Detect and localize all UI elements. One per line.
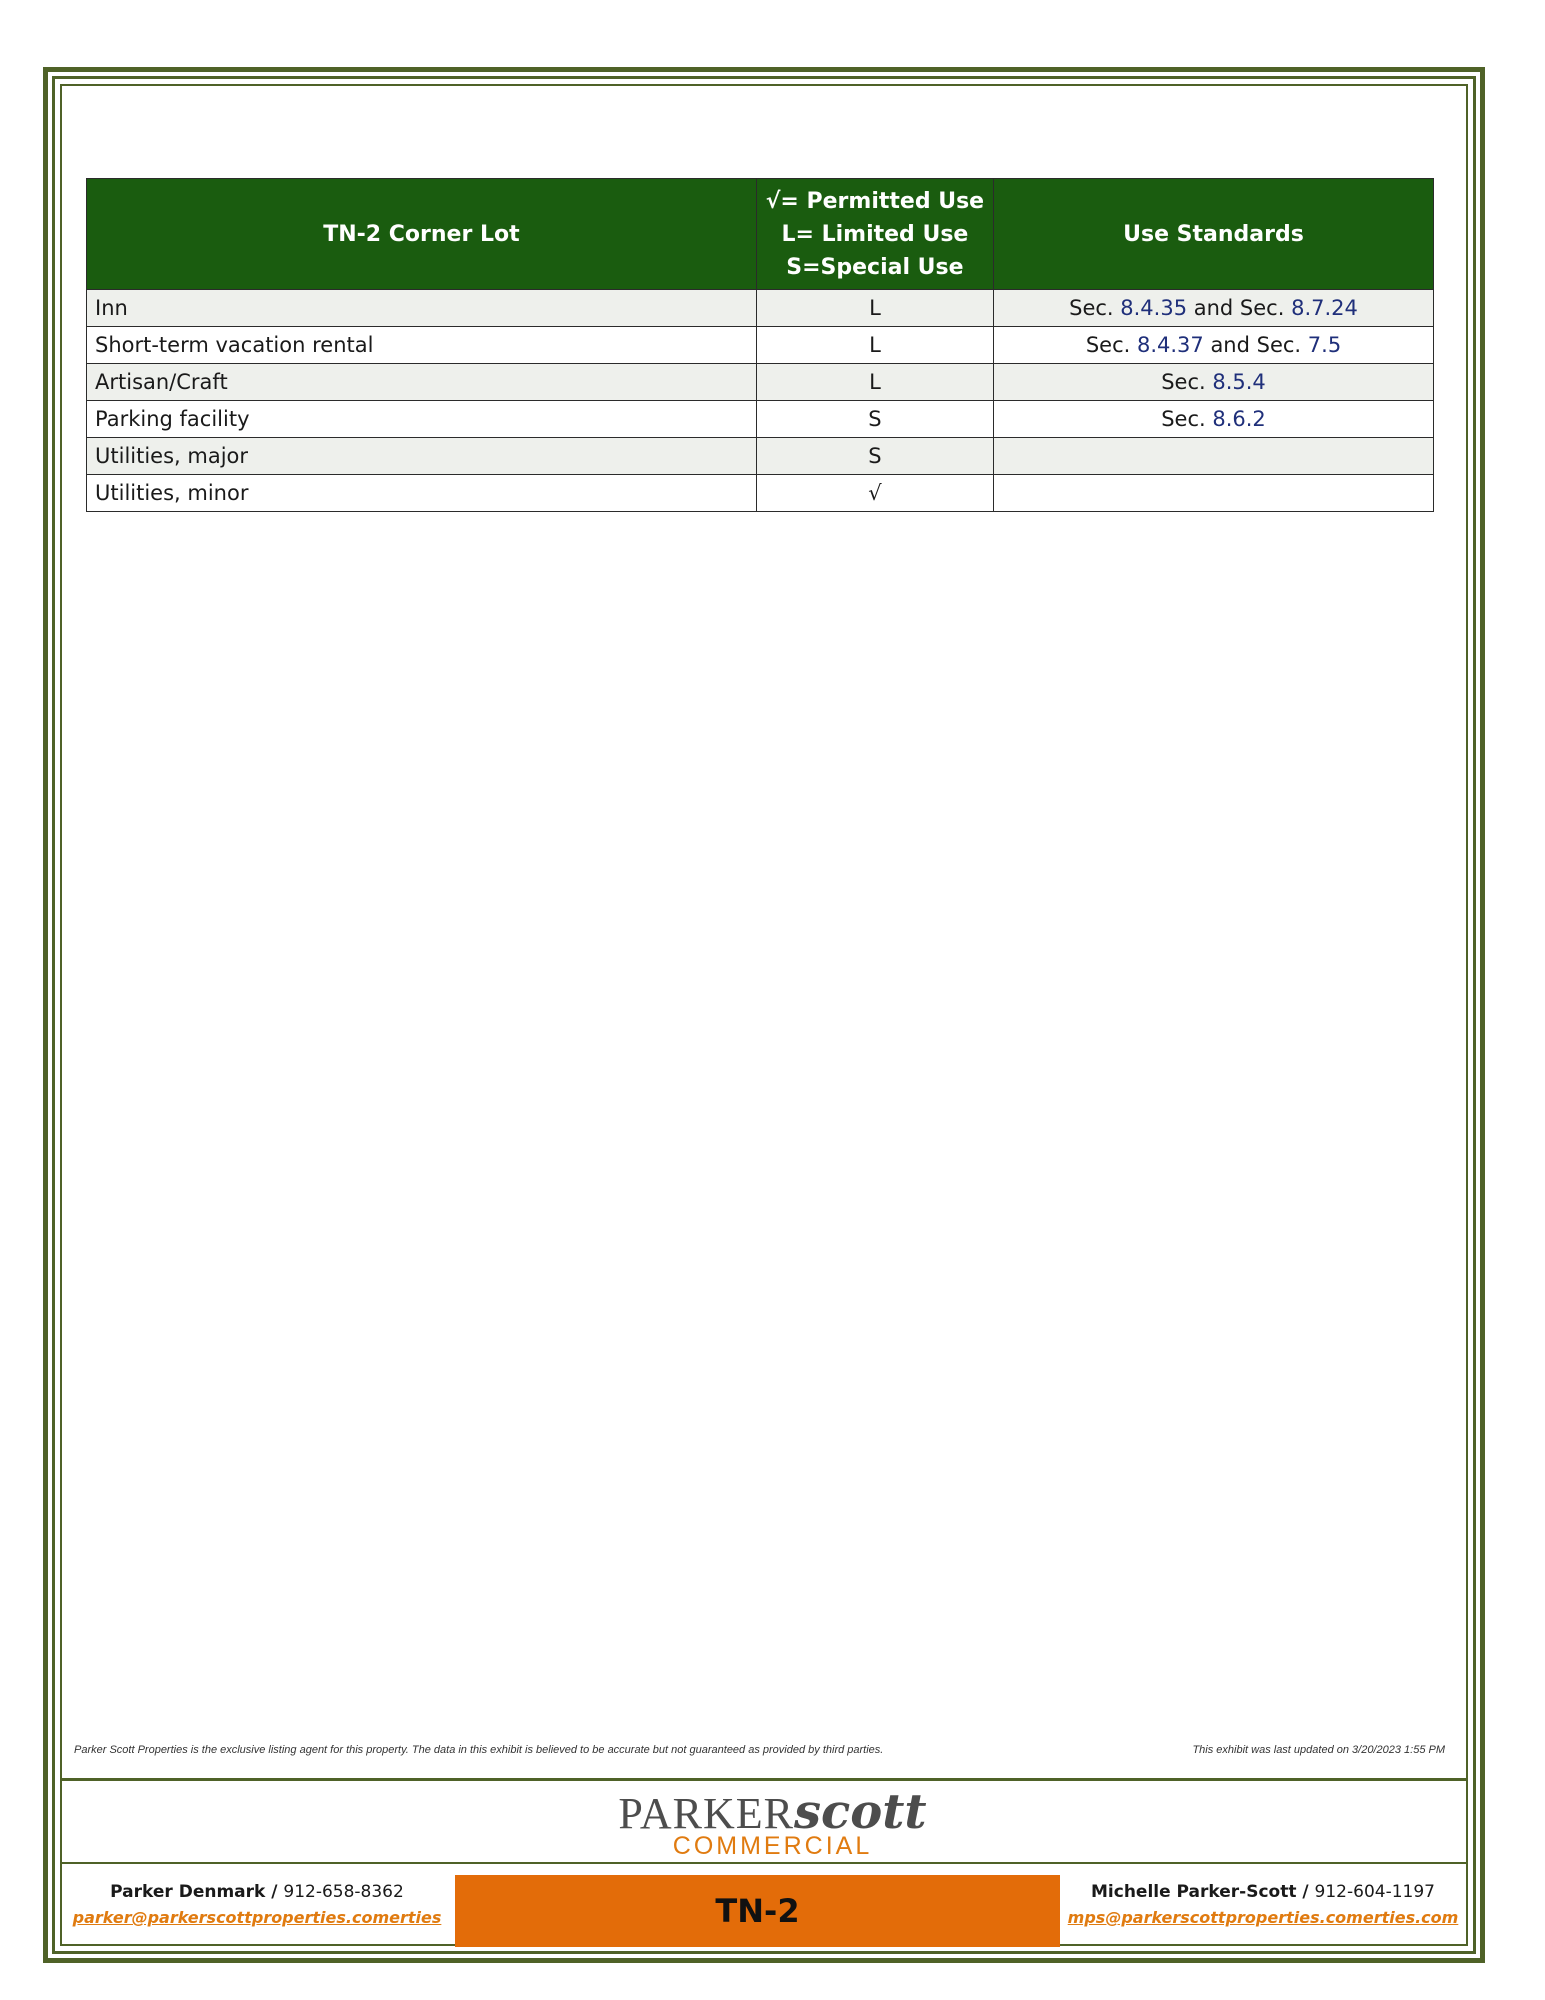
footer-divider <box>60 1778 1468 1781</box>
section-link[interactable]: 8.4.37 <box>1136 333 1204 357</box>
cell-permission: √ <box>756 475 993 512</box>
header-use: TN-2 Corner Lot <box>87 179 757 290</box>
standards-text: Sec. <box>1161 407 1213 431</box>
cell-standards <box>994 438 1434 475</box>
header-permission <box>756 179 993 290</box>
table-header-row <box>87 179 1434 290</box>
footer-divider <box>60 1862 1468 1864</box>
section-link[interactable]: 8.5.4 <box>1212 370 1266 394</box>
standards-text: Sec. <box>1085 333 1137 357</box>
cell-permission: L <box>756 290 993 327</box>
table-row <box>87 290 1434 327</box>
logo-wordmark: PARKERscott <box>618 1784 927 1840</box>
table-row <box>87 401 1434 438</box>
use-table <box>86 178 1434 512</box>
company-logo <box>0 1784 1545 1861</box>
cell-use: Utilities, minor <box>87 475 757 512</box>
section-link[interactable]: 7.5 <box>1307 333 1342 357</box>
cell-standards <box>994 327 1434 364</box>
cell-permission: L <box>756 364 993 401</box>
table-row <box>87 438 1434 475</box>
table-row <box>87 364 1434 401</box>
disclaimer-left: Parker Scott Properties is the exclusive listing agent for this property. The data in this exhibit is believed to be accurate but not guaranteed as provided by third parties. <box>74 1744 884 1756</box>
cell-standards <box>994 364 1434 401</box>
cell-use: Inn <box>87 290 757 327</box>
table-body <box>87 290 1434 512</box>
contact-email-link[interactable]: parker@parkerscottproperties.comerties <box>72 1908 442 1927</box>
disclaimer-right: This exhibit was last updated on 3/20/2023 1:55 PM <box>1192 1744 1445 1756</box>
table-row <box>87 327 1434 364</box>
contact-left <box>62 1882 452 1927</box>
header-permission-line: L= Limited Use <box>781 221 969 247</box>
cell-use: Utilities, major <box>87 438 757 475</box>
standards-text: Sec. <box>1069 296 1121 320</box>
cell-standards <box>994 401 1434 438</box>
cell-permission: S <box>756 438 993 475</box>
contact-right <box>1058 1882 1468 1927</box>
logo-commercial: COMMERCIAL <box>672 1832 873 1860</box>
zone-label: TN-2 <box>715 1892 800 1930</box>
cell-standards <box>994 475 1434 512</box>
contact-phone: 912-658-8362 <box>283 1882 404 1902</box>
header-permission-line: S=Special Use <box>786 254 964 280</box>
contact-name: Parker Denmark / 912-658-8362 <box>110 1882 404 1902</box>
cell-use: Parking facility <box>87 401 757 438</box>
cell-permission: L <box>756 327 993 364</box>
standards-text: Sec. <box>1161 370 1213 394</box>
standards-text: and Sec. <box>1203 333 1308 357</box>
contact-email-link[interactable]: mps@parkerscottproperties.comerties.com <box>1067 1908 1459 1927</box>
cell-use: Artisan/Craft <box>87 364 757 401</box>
cell-use: Short-term vacation rental <box>87 327 757 364</box>
contact-phone: 912-604-1197 <box>1314 1882 1435 1902</box>
contact-name: Michelle Parker-Scott / 912-604-1197 <box>1091 1882 1435 1902</box>
cell-standards <box>994 290 1434 327</box>
header-permission-line: √= Permitted Use <box>765 188 985 214</box>
standards-text: and Sec. <box>1187 296 1292 320</box>
section-link[interactable]: 8.7.24 <box>1291 296 1358 320</box>
zone-label-box <box>455 1875 1060 1947</box>
cell-permission: S <box>756 401 993 438</box>
section-link[interactable]: 8.6.2 <box>1212 407 1266 431</box>
section-link[interactable]: 8.4.35 <box>1120 296 1188 320</box>
header-standards: Use Standards <box>994 179 1434 290</box>
table-row <box>87 475 1434 512</box>
